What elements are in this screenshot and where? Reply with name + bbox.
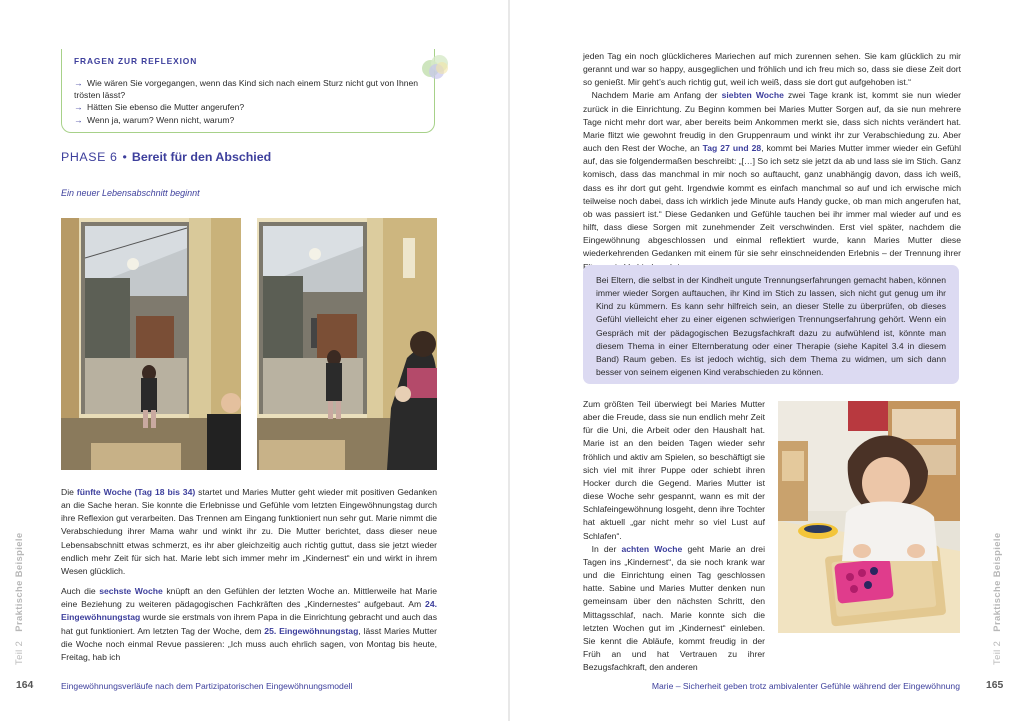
info-box: [583, 265, 959, 384]
text-run: Auch die: [61, 586, 100, 597]
right-body-text-top: [583, 50, 961, 274]
arrow-right-icon: →: [74, 102, 83, 112]
highlighted-term: fünfte Woche (Tag 18 bis 34): [76, 487, 196, 497]
phase-title: Bereit für den Abschied: [131, 150, 272, 164]
body-paragraph: [61, 585, 437, 664]
highlighted-term: sechste Woche: [99, 586, 163, 597]
highlighted-term: 25. Eingewöhnungstag: [264, 625, 359, 636]
text-run: , lässt Maries Mutter die Woche noch einmal Revue passieren: „Ich muss auch ehrlich sagen, von Montag bis heute, Freitag, hab ich: [61, 625, 437, 662]
reflection-question-text: Wenn ja, warum? Wenn nicht, warum?: [87, 114, 235, 125]
text-run: Nachdem Marie am Anfang der: [583, 90, 722, 101]
side-label-right: [991, 532, 1002, 665]
text-run: Die: [61, 487, 77, 497]
arrow-right-icon: →: [74, 114, 83, 125]
running-footer-right: Marie – Sicherheit geben trotz ambivalenter Gefühle während der Eingewöhnung: [651, 681, 960, 691]
photo-child-waving: [257, 218, 437, 470]
reflection-question: [74, 101, 424, 113]
phase-separator: •: [122, 150, 127, 164]
phase-number: PHASE 6: [61, 150, 118, 164]
highlighted-term: 24. Eingewöhnungstag: [61, 599, 437, 623]
section-subheading: Ein neuer Lebensabschnitt beginnt: [61, 188, 200, 198]
text-run: knüpft an den Gefühlen der letzten Woche an. Mittlerweile hat Marie eine Beziehung zu weiteren pädagogischen Fachkräften des „Kindernestes“ aufgebaut. Am: [61, 586, 437, 610]
text-run: In der: [583, 543, 622, 554]
highlighted-term: siebten Woche: [721, 90, 784, 101]
reflection-question: [74, 114, 424, 126]
side-label-left: [13, 532, 24, 665]
body-paragraph: [583, 50, 961, 89]
text-run: jeden Tag ein noch glücklicheres Mariechen auf mich zurennen sehen. Sie kam glücklich zu mir gerannt und war so happy, ausgeglichen und fröhlich und ich freu mich so, dass sie diese Zeit dort so genießt. Mir geht’s auch richtig gut, weil ich weiß, dass sie dort gut aufgehoben ist.“: [583, 51, 961, 88]
highlighted-term: Tag 27 und 28: [702, 143, 762, 154]
body-paragraph: [583, 398, 765, 543]
reflection-question-text: Wie wären Sie vorgegangen, wenn das Kind sich nach einem Sturz nicht gut von Ihnen trösten lässt?: [74, 78, 419, 101]
info-box-text: Bei Eltern, die selbst in der Kindheit ungute Trennungserfahrungen gemacht haben, können immer wieder Sorgen auftauchen, ihr Kind im Stich zu lassen, sich nicht gut genug um ihr Kind zu kümmern. Es kann sehr hilfreich sein, an dieser Stelle zu überprüfen, ob dieses Gefühl vielleicht eher zu einer eigenen schwierigen Trennungserfahrung gehört. Wenn ein Gespräch mit der pädagogischen Bezugsfachkraft dazu zu aufwühlend ist, könnte man diesem Thema in einer Elternberatung oder einer Therapie (siehe Kapitel 3.4 in diesem Band) Raum geben. Es ist jedoch wichtig, sich dem Thema zu widmen, um sich dann besser von seinem eigenen Kind verabschieden zu können.: [596, 275, 946, 378]
arrow-right-icon: →: [74, 78, 83, 88]
right-body-text-bottom: [583, 398, 765, 674]
decorative-circles-icon: [420, 54, 454, 82]
photo-child-at-window: [61, 218, 241, 470]
text-run: , kommt bei Maries Mutter immer wieder ein Gefühl auf, das sie folgendermaßen beschreibt: „[…] So ich setz sie jetzt da ab und lass sie im Stich. Ganz komisch, dass das manchmal in mir noch so auftaucht, ganz unabhängig davon, dass ich weiß, dass es ihr dort gut geht. Irgendwie kommt es einfach manchmal so auf und ich erwische mich teilweise noch dabei, dass ich wirklich jede Minute aufs Handy gucke, ob man mich angerufen hat, ob was passiert ist.“ Diese Gedanken und Gefühle tauchen bei ihr immer mal wieder auf und es hilft, dass diese Sorgen mit zunehmender Zeit verschwinden. Erst viel später, nachdem die Eingewöhnung abgeschlossen und einmal reflektiert wurde, kann Maries Mutter diese wiederkehrenden Gedanken mit einem für sie sehr einschneidenden Erlebnis – der Trennung ihrer: [583, 143, 961, 259]
body-paragraph: [61, 486, 437, 578]
side-label-part: Teil 2: [991, 640, 1002, 665]
page-gutter: [508, 0, 510, 721]
reflection-question: [74, 77, 424, 102]
side-label-section: Praktische Beispiele: [13, 532, 24, 632]
text-run: wurde sie erstmals von ihrem Papa in die Einrichtung gebracht und auch das hat gut funktioniert. Am letzten Tag der Woche, dem: [61, 612, 437, 636]
text-run: startet und Maries Mutter geht wieder mit positiven Gedanken an die Sache heran. Sie konnte die Erlebnisse und Gefühle vom letzten Eingewöhnungstag durch ihre Reflexion gut verarbeiten. Das Trennen am Eingang funktioniert nun sehr gut. Marie nimmt die Verabschiedung ihrer Mama wahr und winkt ihr zu. Die Mutter berichtet, dass dieser neue Lebensabschnitt etwas schmerzt, es ihr aber gleichzeitig auch richtig guttut, dass sie jetzt wieder endlich mehr Zeit für sich hat. Marie lebt sich immer mehr im „Kindernest“ ein und wirkt in ihrem Wesen glücklich.: [61, 487, 437, 576]
side-label-section: Praktische Beispiele: [991, 532, 1002, 632]
text-run: geht Marie an drei Tagen ins „Kindernest“, da sie noch krank war und die Einrichtung einen Tag geschlossen hatte. Sabine und Maries Mutter denken nun gemeinsam über den nächsten Schritt, den Mittagsschlaf, nach. Marie konnte sich die letzten Wochen gut im „Kindernest“ einleben. Sie kennt die Abläufe, kommt freudig in der Früh an und hat Vertrauen zu ihrer Bezugsfachkraft, den anderen: [583, 543, 765, 673]
body-paragraph: [583, 89, 961, 273]
running-footer-left: Eingewöhnungsverläufe nach dem Partizipatorischen Eingewöhnungsmodell: [61, 681, 353, 691]
side-label-part: Teil 2: [13, 640, 24, 665]
page-number-left: 164: [16, 680, 34, 691]
text-run: zwei Tage krank ist, kommt sie nun wieder zurück in die Einrichtung. Zu Beginn kommen bei Maries Mutter Sorgen auf, da sie nun mehrere Tage nicht mehr dort war, aber bereits beim Ankommen merkt sie, dass sich nichts verändert hat. Marie flitzt wie gewohnt freudig in den Gruppenraum und winkt ihr zur Verabschiedung zu. Aber auch den Rest der Woche, an: [583, 90, 961, 154]
photo-child-playing: [778, 401, 960, 633]
reflection-question-text: Hätten Sie ebenso die Mutter angerufen?: [87, 102, 245, 112]
phase-heading: [61, 150, 271, 164]
body-paragraph: [583, 543, 765, 675]
page-number-right: 165: [986, 680, 1004, 691]
reflection-title: FRAGEN ZUR REFLEXION: [74, 56, 198, 66]
highlighted-term: achten Woche: [621, 543, 683, 554]
left-body-text: [61, 486, 437, 671]
text-run: Zum größten Teil überwiegt bei Maries Mutter aber die Freude, dass sie nun endlich mehr Zeit für die Uni, die Arbeit oder den Haushalt hat. Marie ist an den beiden Tagen wieder sehr fröhlich und aktiv am Spielen, so beschäftigt sie sich viel mit ihrer Puppe oder schiebt ihren Hocker durch die Gegend. Maries Mutter ist diese Woche sehr gespannt, wann es mit der Schlafeingewöhnung losgeht, denn ihre Tochter hat aktuell „gar nicht mehr so viel Lust auf Schlafen“.: [583, 399, 766, 541]
